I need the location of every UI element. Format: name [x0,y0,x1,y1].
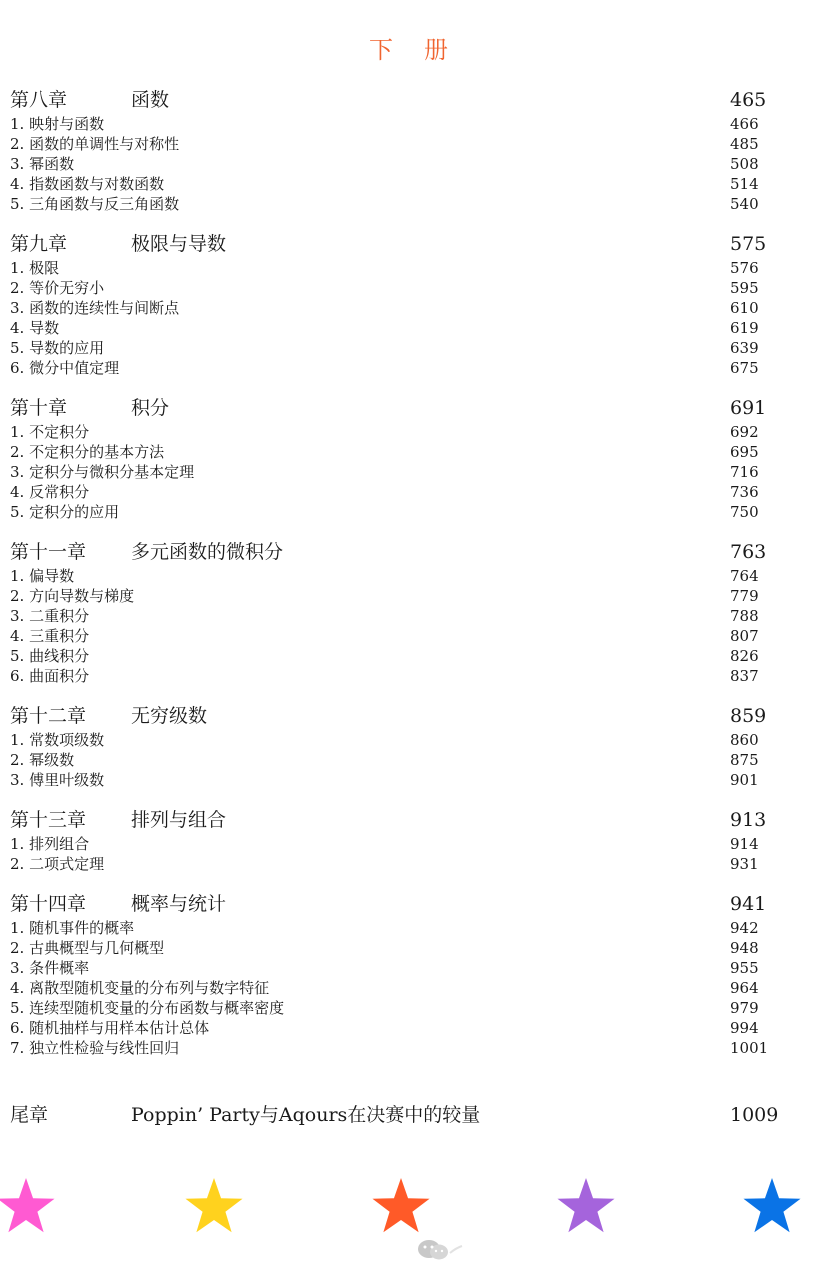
toc-entry[interactable] [10,854,780,874]
section-title: 2. 方向导数与梯度 [10,587,135,605]
chapter-page: 913 [730,809,767,831]
section-page: 964 [730,979,759,997]
chapter-title: 排列与组合 [131,809,227,831]
section-title: 1. 偏导数 [10,567,75,585]
section-title: 6. 曲面积分 [10,667,90,685]
section-page: 508 [730,155,759,173]
section-title: 3. 条件概率 [10,959,90,977]
section-title: 5. 导数的应用 [10,339,105,357]
section-title: 7. 独立性检验与线性回归 [10,1039,180,1057]
section-page: 901 [730,771,759,789]
toc-entry[interactable] [10,938,780,958]
section-title: 2. 幂级数 [10,751,75,769]
chapter-page: 941 [730,893,767,915]
toc-entry[interactable] [10,194,780,214]
section-page: 807 [730,627,759,645]
final-chapter[interactable] [10,1100,790,1130]
toc-entry[interactable] [10,442,780,462]
final-chapter-number: 尾章 [10,1104,49,1126]
chapter-block [10,806,780,874]
chapter-heading[interactable] [10,86,780,114]
chapter-page: 575 [730,233,767,255]
toc-entry[interactable] [10,154,780,174]
chapter-title: 函数 [131,89,170,111]
chapter-title: 无穷级数 [131,705,208,727]
star-icon [0,1176,57,1238]
section-page: 764 [730,567,759,585]
section-title: 1. 排列组合 [10,835,90,853]
section-title: 3. 傅里叶级数 [10,771,105,789]
toc-entry[interactable] [10,586,780,606]
section-page: 788 [730,607,759,625]
chapter-number: 第十四章 [10,893,87,915]
chapter-title: 极限与导数 [131,233,227,255]
toc-entry[interactable] [10,422,780,442]
toc-entry[interactable] [10,502,780,522]
section-title: 6. 随机抽样与用样本估计总体 [10,1019,210,1037]
table-of-contents [10,86,780,1074]
section-page: 576 [730,259,759,277]
toc-entry[interactable] [10,834,780,854]
toc-entry[interactable] [10,566,780,586]
section-title: 2. 不定积分的基本方法 [10,443,165,461]
section-page: 485 [730,135,759,153]
page-title-right: 册 [424,36,449,64]
toc-entry[interactable] [10,1018,780,1038]
toc-entry[interactable] [10,770,780,790]
section-page: 716 [730,463,759,481]
chapter-heading[interactable] [10,230,780,258]
chapter-heading[interactable] [10,538,780,566]
section-page: 750 [730,503,759,521]
page-title-left: 下 [369,36,394,64]
section-title: 4. 指数函数与对数函数 [10,175,165,193]
section-title: 1. 映射与函数 [10,115,105,133]
section-page: 692 [730,423,759,441]
section-title: 2. 等价无穷小 [10,279,105,297]
section-title: 3. 二重积分 [10,607,90,625]
chapter-heading[interactable] [10,394,780,422]
section-page: 540 [730,195,759,213]
section-page: 860 [730,731,759,749]
chapter-number: 第九章 [10,233,68,255]
section-title: 2. 二项式定理 [10,855,105,873]
toc-entry[interactable] [10,258,780,278]
toc-entry[interactable] [10,626,780,646]
toc-entry[interactable] [10,358,780,378]
section-page: 514 [730,175,759,193]
chapter-heading[interactable] [10,702,780,730]
chapter-page: 691 [730,397,767,419]
chapter-number: 第十章 [10,397,68,419]
section-page: 639 [730,339,759,357]
section-page: 994 [730,1019,759,1037]
toc-entry[interactable] [10,730,780,750]
chapter-block [10,86,780,214]
section-page: 736 [730,483,759,501]
toc-entry[interactable] [10,278,780,298]
section-title: 2. 古典概型与几何概型 [10,939,165,957]
chapter-block [10,538,780,686]
section-page: 1001 [730,1039,769,1057]
toc-entry[interactable] [10,1038,780,1058]
section-title: 4. 三重积分 [10,627,90,645]
chapter-heading[interactable] [10,806,780,834]
chapter-number: 第十二章 [10,705,87,727]
section-title: 5. 三角函数与反三角函数 [10,195,180,213]
section-title: 1. 随机事件的概率 [10,919,135,937]
toc-entry[interactable] [10,462,780,482]
section-title: 3. 定积分与微积分基本定理 [10,463,195,481]
section-title: 5. 曲线积分 [10,647,90,665]
toc-entry[interactable] [10,134,780,154]
section-title: 6. 微分中值定理 [10,359,120,377]
toc-entry[interactable] [10,750,780,770]
toc-entry[interactable] [10,298,780,318]
chapter-title: 概率与统计 [131,893,227,915]
chapter-block [10,702,780,790]
chapter-block [10,394,780,522]
star-icon [370,1176,432,1238]
toc-entry[interactable] [10,958,780,978]
section-title: 5. 连续型随机变量的分布函数与概率密度 [10,999,285,1017]
star-decoration-row [0,1176,818,1242]
section-title: 4. 离散型随机变量的分布列与数字特征 [10,979,270,997]
section-page: 948 [730,939,759,957]
section-page: 595 [730,279,759,297]
chapter-number: 第十一章 [10,541,87,563]
section-page: 826 [730,647,759,665]
section-title: 5. 定积分的应用 [10,503,120,521]
section-page: 695 [730,443,759,461]
section-page: 875 [730,751,759,769]
wechat-icon [416,1236,468,1262]
chapter-page: 465 [730,89,767,111]
section-title: 2. 函数的单调性与对称性 [10,135,180,153]
section-page: 942 [730,919,759,937]
toc-entry[interactable] [10,114,780,134]
section-page: 931 [730,855,759,873]
section-page: 955 [730,959,759,977]
toc-entry[interactable] [10,998,780,1018]
chapter-heading[interactable] [10,890,780,918]
final-chapter-page: 1009 [730,1104,779,1126]
chapter-title: 积分 [131,397,170,419]
section-page: 837 [730,667,759,685]
section-page: 675 [730,359,759,377]
star-icon [183,1176,245,1238]
toc-entry[interactable] [10,174,780,194]
section-page: 779 [730,587,759,605]
toc-entry[interactable] [10,318,780,338]
chapter-number: 第八章 [10,89,68,111]
section-page: 466 [730,115,759,133]
chapter-block [10,890,780,1058]
section-page: 914 [730,835,759,853]
page-title [0,30,818,65]
toc-entry[interactable] [10,338,780,358]
toc-entry[interactable] [10,606,780,626]
star-icon [741,1176,803,1238]
toc-entry[interactable] [10,978,780,998]
section-title: 1. 不定积分 [10,423,90,441]
toc-entry[interactable] [10,646,780,666]
section-title: 3. 幂函数 [10,155,75,173]
section-title: 1. 常数项级数 [10,731,105,749]
section-title: 4. 导数 [10,319,60,337]
section-page: 610 [730,299,759,317]
section-page: 619 [730,319,759,337]
chapter-page: 763 [730,541,767,563]
final-chapter-title: Poppin’ Party与Aqours在决赛中的较量 [131,1104,481,1126]
chapter-number: 第十三章 [10,809,87,831]
star-icon [555,1176,617,1238]
chapter-block [10,230,780,378]
chapter-title: 多元函数的微积分 [131,541,284,563]
chapter-page: 859 [730,705,767,727]
section-title: 1. 极限 [10,259,60,277]
toc-entry[interactable] [10,482,780,502]
section-title: 3. 函数的连续性与间断点 [10,299,180,317]
toc-entry[interactable] [10,918,780,938]
section-title: 4. 反常积分 [10,483,90,501]
toc-entry[interactable] [10,666,780,686]
section-page: 979 [730,999,759,1017]
